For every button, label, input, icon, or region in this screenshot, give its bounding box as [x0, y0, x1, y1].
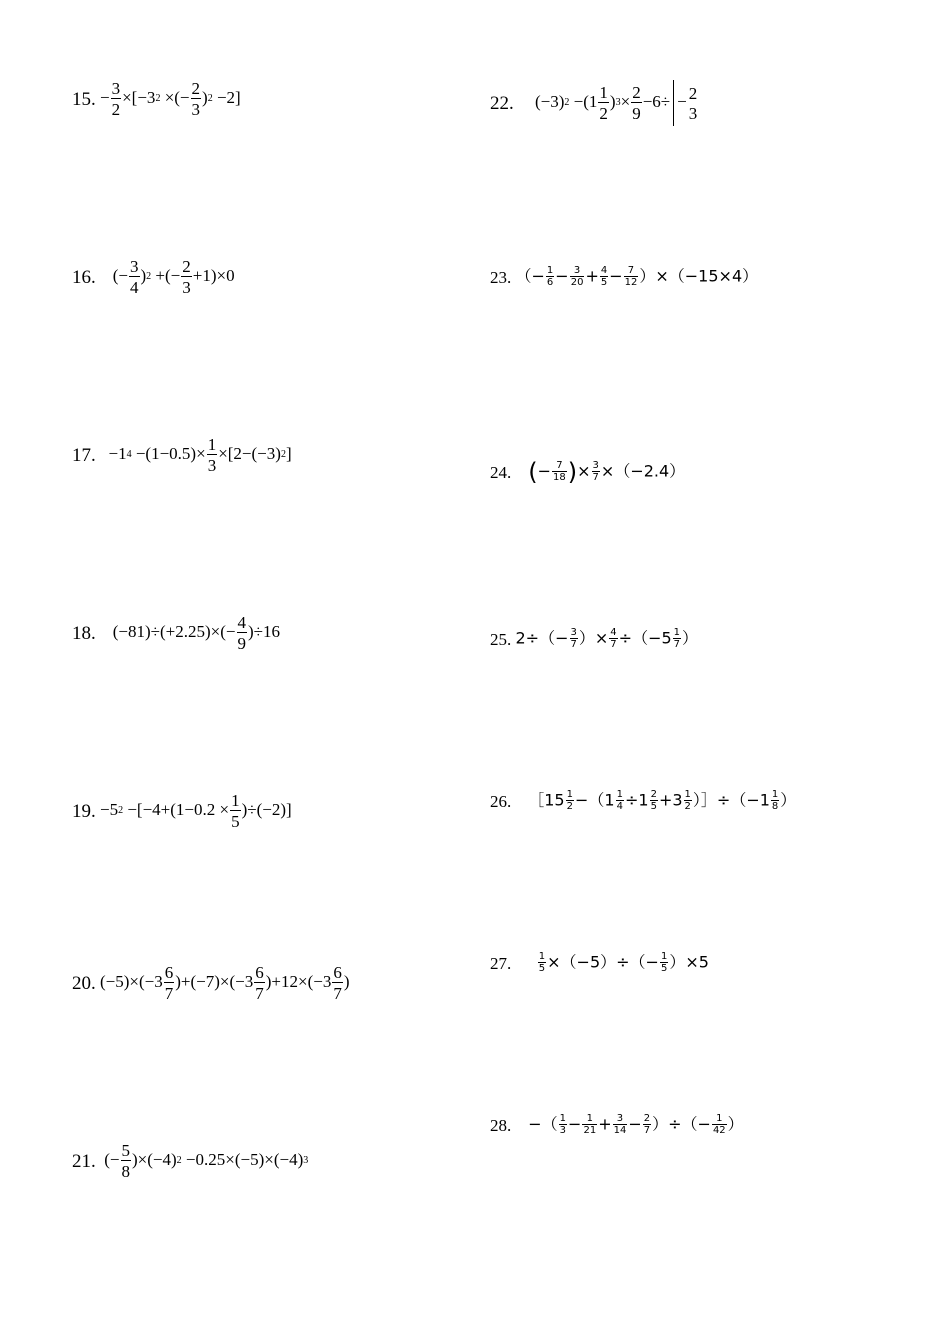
problem-15 — [72, 80, 241, 118]
problem-25 — [490, 628, 698, 650]
expression: （− $\frac{1}{6}$ − $\frac{3}{20}$ + $\frac{4}{5}$ − $\frac{7}{12}$ ）×（−15×4） — [515, 265, 759, 288]
expression: −（ $\frac{1}{3}$ − $\frac{1}{21}$ + $\frac{3}{14}$ − $\frac{2}{7}$ ）÷（− $\frac{1}{42}$ ） — [528, 1113, 744, 1136]
problem-19 — [72, 792, 292, 830]
problem-number: 22. — [490, 92, 514, 114]
problem-number: 17. — [72, 444, 96, 466]
problem-number: 20. — [72, 972, 96, 994]
expression: ［15 $\frac{1}{2}$ −（1 $\frac{1}{4}$ ÷1 $\frac{2}{5}$ +3 $\frac{1}{2}$ ）］÷（−1 $\frac{1}{8}$ ） — [528, 789, 797, 812]
expression: $(-3)^2 -(1$ $\frac{1}{2}$ )$^3$× $\frac{2}{9}$ −6÷ − 2 3 — [535, 80, 699, 126]
problem-number: 28. — [490, 1115, 512, 1135]
problem-number: 26. — [490, 791, 512, 811]
problem-number: 23. — [490, 267, 512, 287]
problem-number: 25. — [490, 629, 512, 649]
problem-17 — [72, 436, 292, 474]
expression: 2÷（− $\frac{3}{7}$ ）× $\frac{4}{7}$ ÷（−5 $\frac{1}{7}$ ） — [515, 627, 699, 650]
expression: (− $\frac{3}{4}$ )$^2$ +(− $\frac{2}{3}$ +1)×0 — [112, 257, 235, 297]
expression: (− $\frac{7}{18}$ )× $\frac{3}{7}$ ×（−2.4） — [528, 458, 686, 486]
problem-21 — [72, 1142, 308, 1180]
problem-number: 15. — [72, 88, 96, 110]
problem-27 — [490, 952, 709, 974]
expression: (− $\frac{5}{8}$ )$\times(-4)^2 -0.25\times(-5)\times(-4)^3$ — [104, 1141, 309, 1181]
expression: (−81)÷(+2.25)×(− $\frac{4}{9}$ )÷16 — [112, 613, 280, 653]
problem-number: 24. — [490, 462, 512, 482]
problem-23 — [490, 266, 758, 288]
expression: $-1^4 -(1-0.5)\times$ $\frac{1}{3}$ $\times[2-(-3)^2]$ — [108, 435, 292, 475]
expression: − $\frac{3}{2}$ $\times[-3^2$ ×(− $\frac{2}{3}$ )$^2$ −2] — [100, 79, 241, 119]
problem-24 — [490, 460, 685, 484]
expression: $\frac{1}{5}$ ×（−5）÷（− $\frac{1}{5}$ ）×5 — [538, 951, 709, 974]
expression: (−5)×(−3 $\frac{6}{7}$ )+(−7)×(−3 $\frac{6}{7}$ )+12×(−3 $\frac{6}{7}$ ) — [100, 963, 350, 1003]
problem-number: 18. — [72, 622, 96, 644]
problem-number: 27. — [490, 953, 512, 973]
problem-20 — [72, 964, 350, 1002]
problem-28 — [490, 1114, 744, 1136]
expression: $-5^2 -[-4+(1-0.2$ × $\frac{1}{5}$ )÷(−2)] — [100, 791, 292, 831]
problem-18 — [72, 614, 280, 652]
problem-22 — [490, 80, 699, 126]
problem-16 — [72, 258, 235, 296]
problem-number: 21. — [72, 1150, 96, 1172]
problem-number: 16. — [72, 266, 96, 288]
problem-26 — [490, 790, 796, 812]
problem-number: 19. — [72, 800, 96, 822]
